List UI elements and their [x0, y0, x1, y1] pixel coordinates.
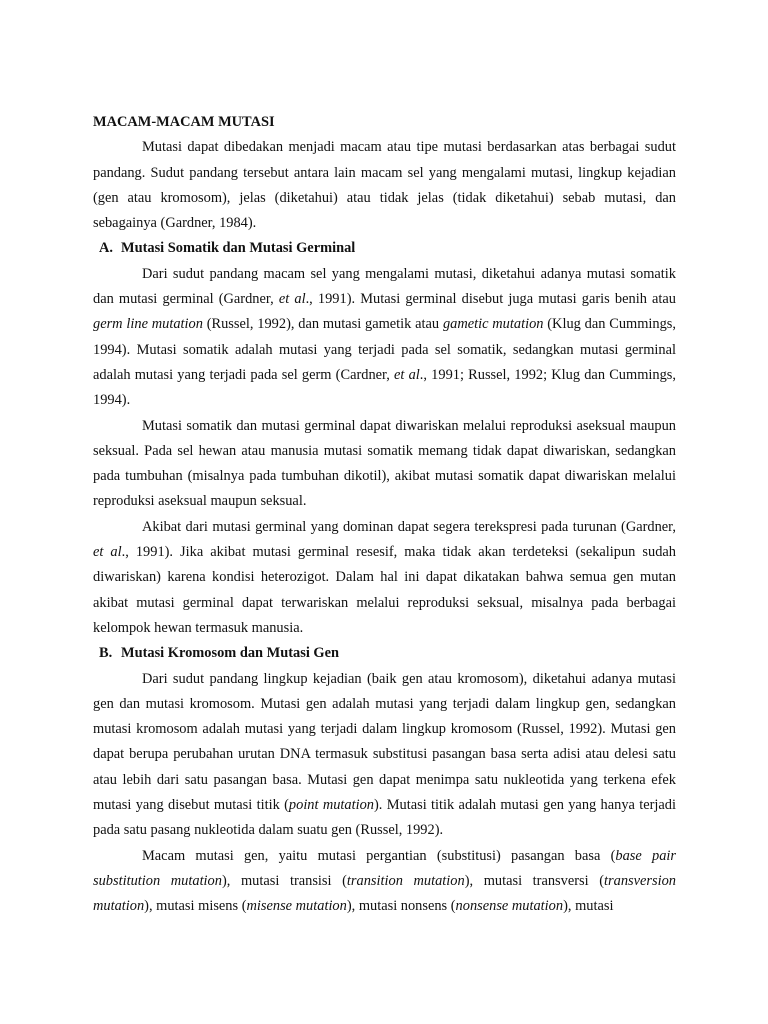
section-a-paragraph-3: [93, 515, 676, 641]
section-a-title: Mutasi Somatik dan Mutasi Germinal: [121, 240, 356, 257]
italic-term: et al: [93, 544, 122, 561]
text-run: ), mutasi transversi (: [464, 872, 605, 889]
section-a-paragraph-1: [93, 262, 676, 414]
text-run: Mutasi dapat dibedakan menjadi macam atau tipe mutasi berdasarkan atas berbagai sudut pandang. Sudut pandang tersebut antara lain macam sel yang mengalami mutasi, lingkup kejadian (gen atau kromosom), jelas (diketahui) atau tidak jelas (tidak diketahui) sebab mutasi, dan sebagainya (Gardner, 1984).: [93, 139, 676, 232]
text-run: Mutasi somatik dan mutasi germinal dapat diwariskan melalui reproduksi aseksual maupun seksual. Pada sel hewan atau manusia mutasi somatik memang tidak dapat diwariskan, sedangkan pada tumbuhan (misalnya pada tumbuhan dikotil), akibat mutasi somatik dapat diwariskan melalui reproduksi aseksual maupun seksual.: [93, 417, 676, 510]
section-b-heading: [93, 641, 676, 666]
section-b-paragraph-2: [93, 844, 676, 920]
text-run: (Klug dan Cummings, 1994). Mutasi somatik adalah mutasi yang terjadi pada sel somatik, sedangkan mutasi germinal adalah mutasi yang terjadi pada sel germ (Cardner,: [93, 316, 676, 383]
text-run: ), mutasi misens (: [144, 898, 247, 915]
text-run: ), mutasi nonsens (: [346, 898, 456, 915]
italic-term: et al: [394, 366, 420, 383]
text-run: Dari sudut pandang macam sel yang mengalami mutasi, diketahui adanya mutasi somatik dan mutasi germinal (Gardner,: [93, 265, 676, 308]
section-a-label: A.: [99, 240, 113, 257]
italic-term: gametic mutation: [442, 316, 544, 333]
section-b-label: B.: [99, 645, 113, 662]
text-run: Macam mutasi gen, yaitu mutasi pergantian (substitusi) pasangan basa (: [142, 847, 616, 864]
text-run: Dari sudut pandang lingkup kejadian (baik gen atau kromosom), diketahui adanya mutasi gen dan mutasi kromosom. Mutasi gen adalah mutasi yang terjadi dalam lingkup gen, sedangkan mutasi kromosom adalah mutasi yang terjadi dalam lingkup kromosom (Russel, 1992). Mutasi gen dapat berupa perubahan urutan DNA termasuk substitusi pasangan basa serta adisi atau delesi satu atau lebih dari satu pasangan basa. Mutasi gen dapat menimpa satu nukleotida yang terkena efek mutasi yang disebut mutasi titik (: [93, 670, 676, 814]
text-run: ), mutasi: [563, 898, 614, 915]
text-run: ), mutasi transisi (: [221, 872, 347, 889]
italic-term: germ line mutation: [93, 316, 203, 333]
text-run: ., 1991). Mutasi germinal disebut juga mutasi garis benih atau: [305, 291, 676, 308]
italic-term: transition mutation: [346, 872, 465, 889]
italic-term: et al: [278, 291, 306, 308]
section-b-paragraph-1: [93, 667, 676, 844]
section-b-title: Mutasi Kromosom dan Mutasi Gen: [121, 645, 340, 662]
text-run: ). Mutasi titik adalah mutasi gen yang hanya terjadi pada satu pasang nukleotida dalam suatu gen (Russel, 1992).: [93, 797, 676, 839]
text-run: (Russel, 1992), dan mutasi gametik atau: [202, 316, 443, 333]
text-run: Akibat dari mutasi germinal yang dominan dapat segera terekspresi pada turunan (Gardner,: [142, 518, 676, 535]
text-run: ., 1991). Jika akibat mutasi germinal resesif, maka tidak akan terdeteksi (sekalipun sudah diwariskan) karena kondisi heterozigot. Dalam hal ini dapat dikatakan bahwa semua gen mutan akibat mutasi germinal dapat terwariskan melalui reproduksi seksual, misalnya pada berbagai kelompok hewan termasuk manusia.: [93, 544, 676, 636]
section-a-paragraph-2: [93, 414, 676, 515]
italic-term: point mutation: [288, 797, 375, 814]
italic-term: misense mutation: [246, 898, 347, 915]
italic-term: transversion mutation: [93, 872, 676, 915]
intro-paragraph: [93, 135, 676, 236]
section-a-heading: [93, 236, 676, 261]
italic-term: nonsense mutation: [455, 898, 564, 915]
text-run: ., 1991; Russel, 1992; Klug dan Cummings, 1994).: [93, 366, 676, 409]
italic-term: base pair substitution mutation: [93, 847, 676, 889]
document-title: MACAM-MACAM MUTASI: [93, 114, 275, 130]
